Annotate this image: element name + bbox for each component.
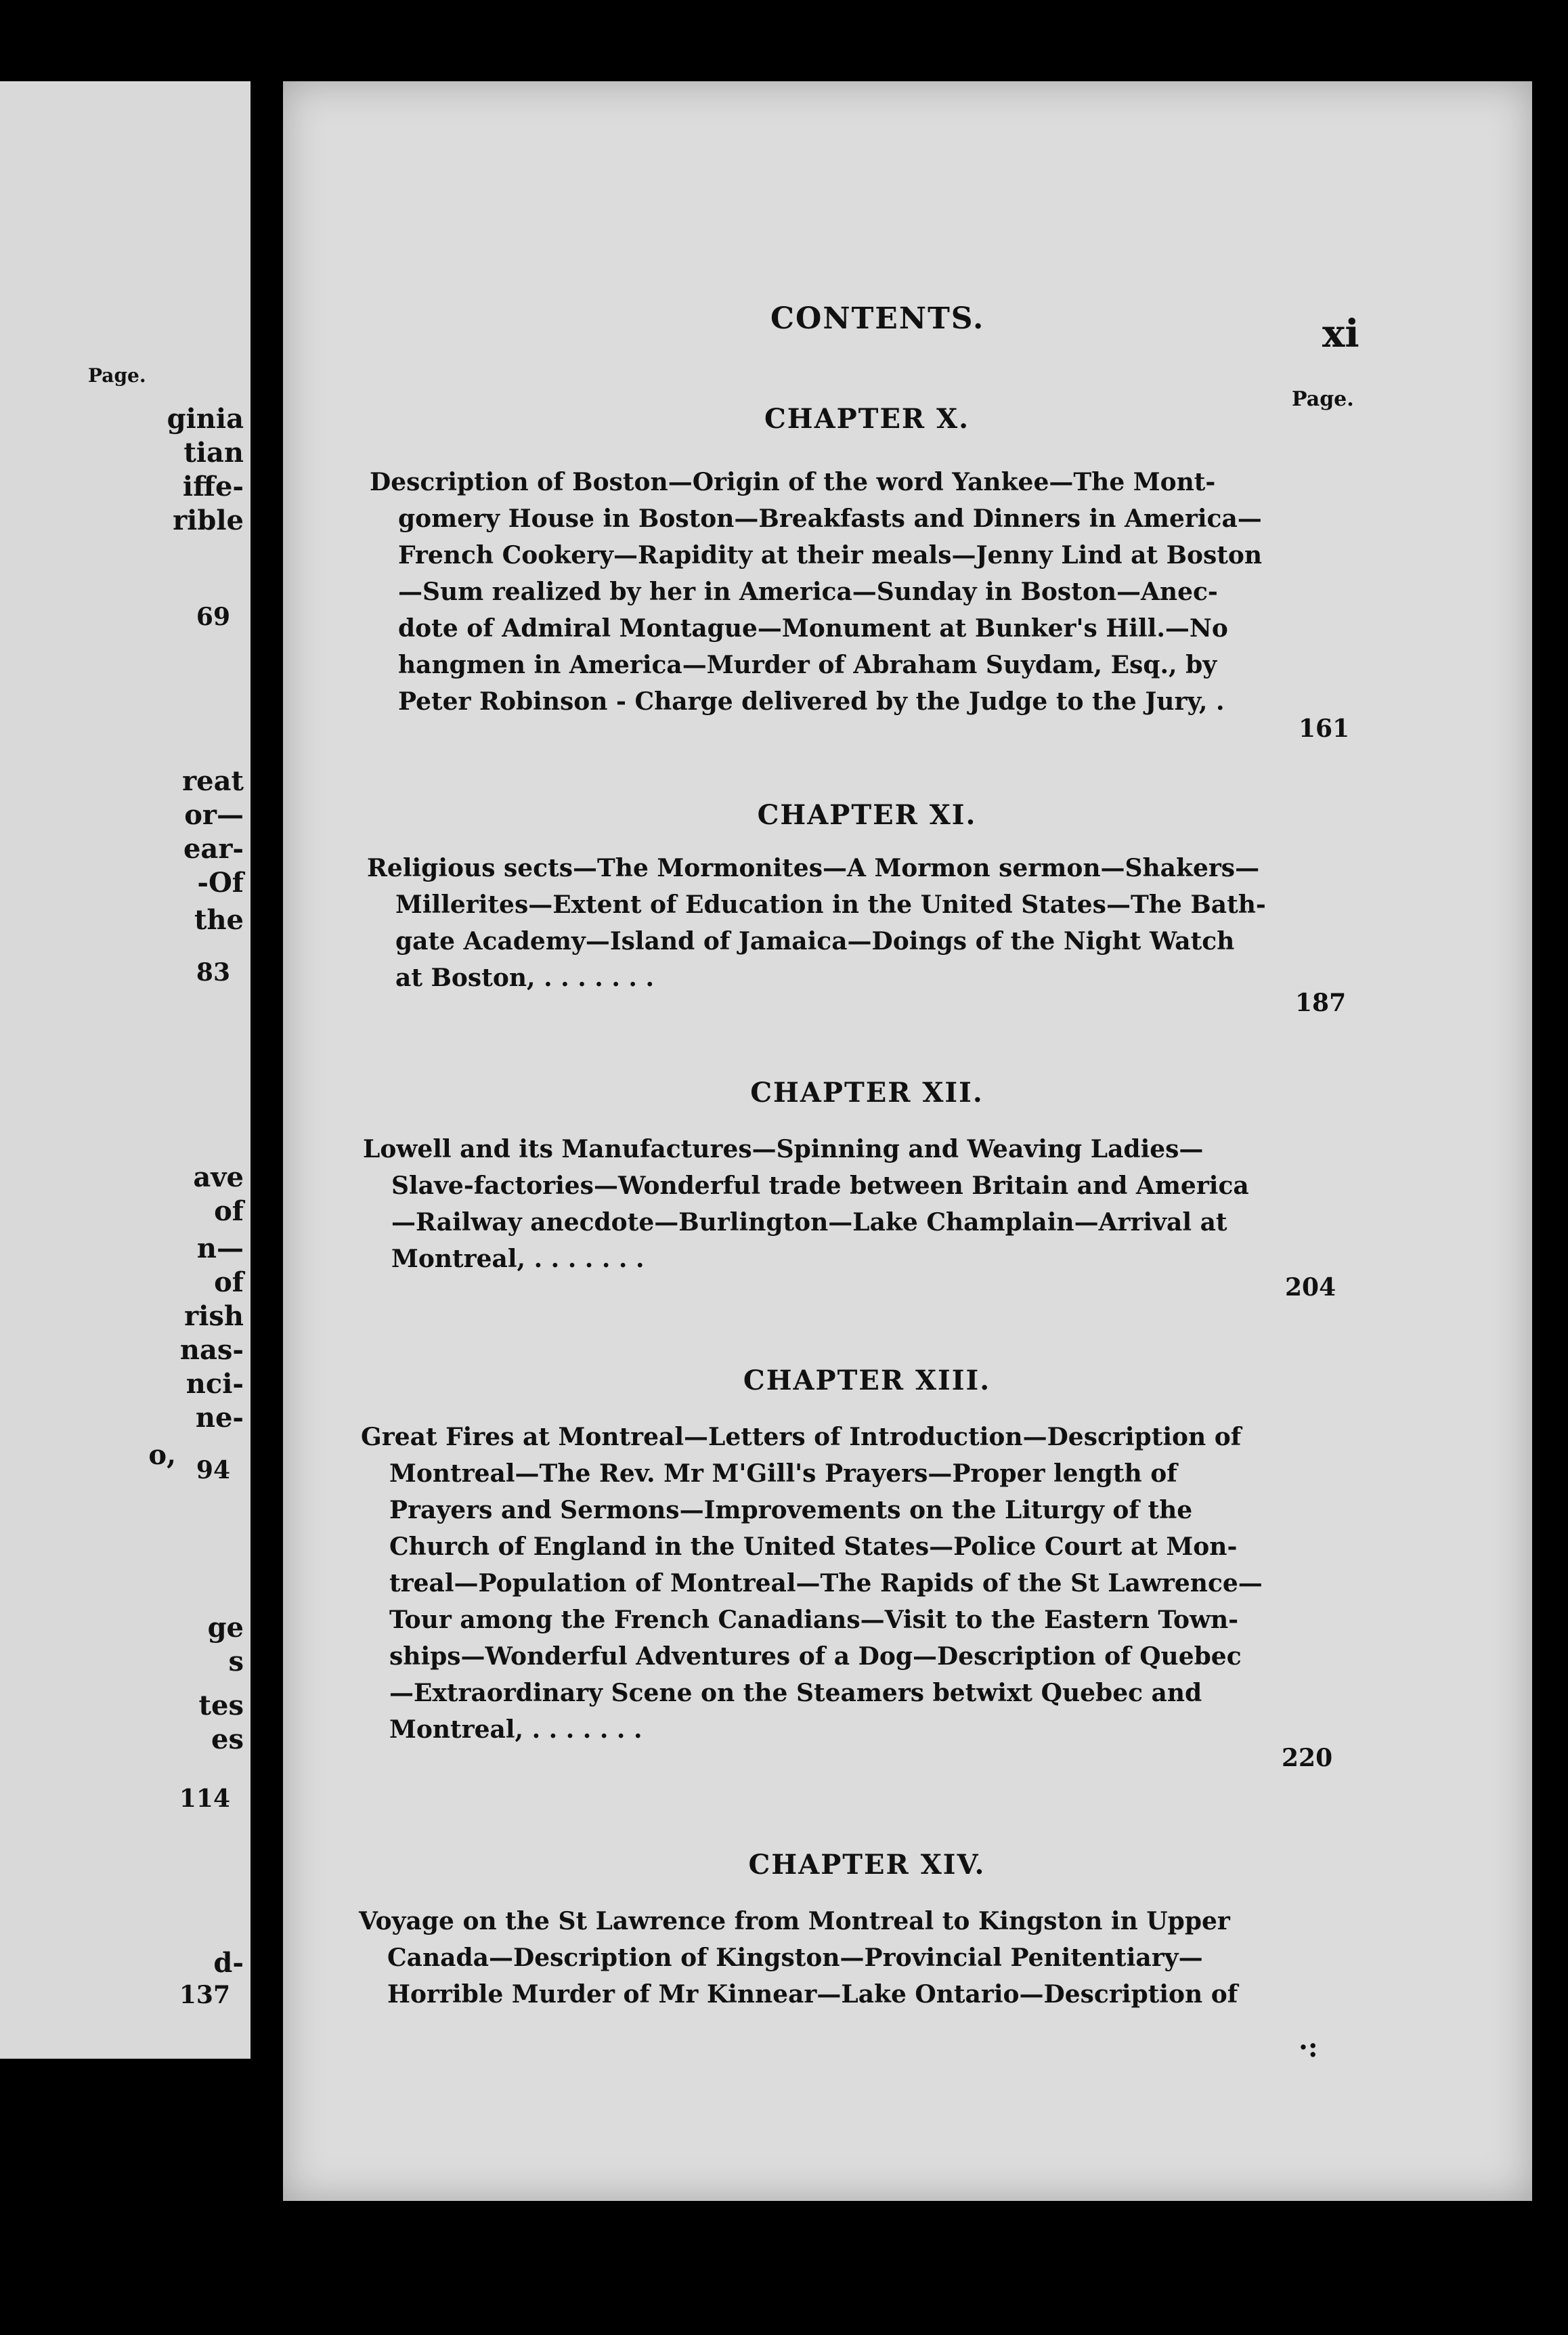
- left-fragment: d-: [213, 1947, 244, 1979]
- left-page-number: 137: [179, 1981, 230, 2009]
- summary-line: ships—Wonderful Adventures of a Dog—Description of Quebec: [389, 1642, 1242, 1671]
- summary-line: Description of Boston—Origin of the word Yankee—The Mont-: [370, 468, 1216, 496]
- left-fragment: reat: [182, 765, 244, 797]
- chapter-entry: [283, 1849, 1532, 1881]
- left-fragment: rish: [184, 1300, 244, 1332]
- left-fragment: iffe-: [182, 471, 244, 502]
- left-fragment: s: [228, 1646, 244, 1677]
- left-fragment: or—: [184, 799, 244, 831]
- left-fragment: n—: [196, 1233, 244, 1264]
- left-fragment: ge: [207, 1612, 244, 1644]
- chapter-entry: [283, 403, 1532, 435]
- summary-line: Peter Robinson - Charge delivered by the Judge to the Jury, .: [398, 687, 1225, 716]
- chapter-summary: [367, 850, 1266, 996]
- summary-line: Church of England in the United States—Police Court at Mon-: [389, 1533, 1238, 1561]
- summary-line: Horrible Murder of Mr Kinnear—Lake Ontario—Description of: [387, 1980, 1238, 2009]
- left-fragment: tian: [183, 437, 244, 469]
- left-fragment: of: [214, 1195, 244, 1227]
- chapter-title: CHAPTER X.: [764, 403, 970, 435]
- summary-line: gate Academy—Island of Jamaica—Doings of the Night Watch: [395, 927, 1235, 956]
- summary-line: at Boston, . . . . . . .: [395, 964, 655, 992]
- summary-line: Canada—Description of Kingston—Provincial Penitentiary—: [387, 1944, 1203, 1972]
- left-fragment: nas-: [179, 1334, 244, 1366]
- summary-line: Montreal, . . . . . . .: [391, 1245, 645, 1273]
- left-fragment: ear-: [183, 833, 244, 865]
- chapter-summary: [361, 1419, 1263, 1748]
- left-page-number: 114: [179, 1784, 230, 1813]
- contents-page: [283, 81, 1532, 2201]
- page-number: 220: [1282, 1744, 1333, 1772]
- summary-line: Religious sects—The Mormonites—A Mormon sermon—Shakers—: [367, 854, 1260, 882]
- summary-line: Great Fires at Montreal—Letters of Introduction—Description of: [361, 1423, 1242, 1451]
- left-fragment: of: [214, 1266, 244, 1298]
- left-page-label: Page.: [88, 364, 146, 387]
- left-fragment: -Of: [197, 867, 244, 899]
- summary-line: Prayers and Sermons—Improvements on the Liturgy of the: [389, 1496, 1193, 1524]
- chapter-title: CHAPTER XI.: [757, 799, 977, 831]
- left-fragment: the: [194, 904, 244, 936]
- chapter-entry: [283, 1365, 1532, 1396]
- page-number: 204: [1285, 1273, 1336, 1302]
- chapter-title: CHAPTER XII.: [750, 1077, 984, 1109]
- left-fragment: rible: [173, 505, 244, 536]
- summary-line: —Railway anecdote—Burlington—Lake Champlain—Arrival at: [391, 1208, 1227, 1237]
- left-fragment: ne-: [195, 1402, 244, 1434]
- summary-line: —Extraordinary Scene on the Steamers betwixt Quebec and: [389, 1679, 1202, 1707]
- summary-line: Millerites—Extent of Education in the United States—The Bath-: [395, 891, 1266, 919]
- summary-line: dote of Admiral Montague—Monument at Bunker's Hill.—No: [398, 614, 1228, 643]
- summary-line: treal—Population of Montreal—The Rapids of the St Lawrence—: [389, 1569, 1263, 1598]
- left-page-number: 94: [196, 1456, 230, 1484]
- running-head: CONTENTS.: [770, 301, 985, 336]
- left-fragment: ginia: [167, 403, 244, 435]
- facing-page: [0, 81, 251, 2059]
- chapter-title: CHAPTER XIII.: [743, 1365, 991, 1396]
- printer-mark: ·:: [1299, 2032, 1318, 2063]
- page-column-label: Page.: [1292, 387, 1354, 411]
- left-fragment: nci-: [186, 1368, 244, 1400]
- summary-line: Voyage on the St Lawrence from Montreal to Kingston in Upper: [359, 1907, 1230, 1935]
- page-number: 187: [1295, 989, 1347, 1017]
- chapter-title: CHAPTER XIV.: [748, 1849, 986, 1881]
- left-fragment: es: [211, 1723, 244, 1755]
- summary-line: Montreal, . . . . . . .: [389, 1715, 643, 1744]
- summary-line: gomery House in Boston—Breakfasts and Dinners in America—: [398, 505, 1262, 533]
- summary-line: French Cookery—Rapidity at their meals—Jenny Lind at Boston: [398, 541, 1263, 570]
- left-page-number: 83: [196, 958, 230, 987]
- left-fragment: ave: [193, 1161, 244, 1193]
- summary-line: —Sum realized by her in America—Sunday in Boston—Anec-: [398, 578, 1218, 606]
- page-number: 161: [1299, 714, 1350, 743]
- chapter-entry: [283, 1077, 1532, 1109]
- summary-line: Montreal—The Rev. Mr M'Gill's Prayers—Proper length of: [389, 1459, 1177, 1488]
- chapter-summary: [370, 464, 1263, 720]
- chapter-entry: [283, 799, 1532, 831]
- left-fragment: o,: [148, 1439, 176, 1471]
- page-folio: xi: [1322, 312, 1359, 356]
- summary-line: Slave-factories—Wonderful trade between Britain and America: [391, 1172, 1249, 1200]
- summary-line: Lowell and its Manufactures—Spinning and Weaving Ladies—: [363, 1135, 1204, 1163]
- left-fragment: tes: [198, 1690, 244, 1721]
- summary-line: hangmen in America—Murder of Abraham Suydam, Esq., by: [398, 651, 1217, 679]
- chapter-summary: [359, 1903, 1238, 2013]
- summary-line: Tour among the French Canadians—Visit to the Eastern Town-: [389, 1606, 1239, 1634]
- chapter-summary: [363, 1131, 1249, 1277]
- left-page-number: 69: [196, 603, 230, 631]
